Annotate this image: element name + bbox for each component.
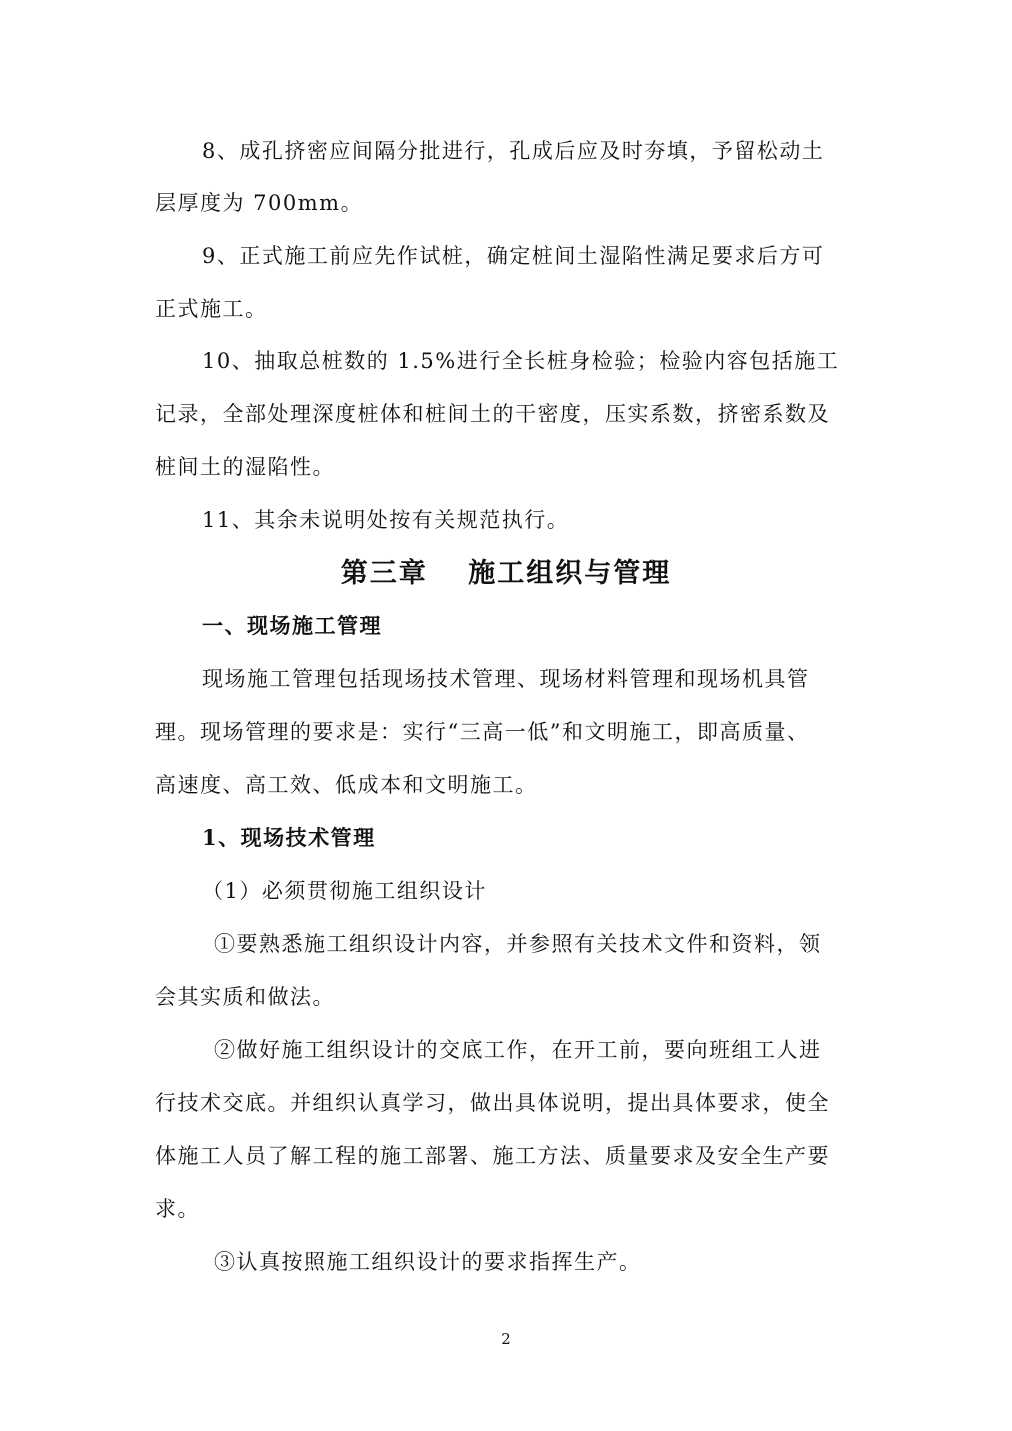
item-10-line-2: 记录，全部处理深度桩体和桩间土的干密度，压实系数，挤密系数及 — [155, 402, 830, 426]
section-intro-line-2: 理。现场管理的要求是：实行“三高一低”和文明施工，即高质量、 — [155, 720, 810, 744]
circle-item-2-line-3: 体施工人员了解工程的施工部署、施工方法、质量要求及安全生产要 — [155, 1144, 830, 1168]
section-intro-line-1: 现场施工管理包括现场技术管理、现场材料管理和现场机具管 — [202, 667, 810, 691]
circle-item-2-line-1: ②做好施工组织设计的交底工作，在开工前，要向班组工人进 — [214, 1038, 822, 1062]
chapter-title: 第三章 施工组织与管理 — [340, 558, 672, 589]
item-8-line-1: 8、成孔挤密应间隔分批进行，孔成后应及时夯填，予留松动土 — [202, 139, 825, 163]
circle-item-2-line-4: 求。 — [155, 1197, 200, 1221]
item-10-line-1: 10、抽取总桩数的 1.5%进行全长桩身检验；检验内容包括施工 — [202, 349, 840, 373]
circle-item-1-line-2: 会其实质和做法。 — [155, 985, 335, 1009]
item-8-line-2: 层厚度为 700mm。 — [155, 191, 364, 215]
item-1-title: （1）必须贯彻施工组织设计 — [202, 879, 487, 903]
item-10-line-3: 桩间土的湿陷性。 — [155, 455, 335, 479]
circle-item-2-line-2: 行技术交底。并组织认真学习，做出具体说明，提出具体要求，使全 — [155, 1091, 830, 1115]
item-9-line-1: 9、正式施工前应先作试桩，确定桩间土湿陷性满足要求后方可 — [202, 244, 825, 268]
item-9-line-2: 正式施工。 — [155, 297, 268, 321]
item-11-line-1: 11、其余未说明处按有关规范执行。 — [202, 508, 570, 532]
section-heading: 一、现场施工管理 — [202, 613, 382, 638]
circle-item-3-line-1: ③认真按照施工组织设计的要求指挥生产。 — [214, 1250, 642, 1274]
section-intro-line-3: 高速度、高工效、低成本和文明施工。 — [155, 773, 538, 797]
subsection-heading: 1、现场技术管理 — [202, 825, 376, 850]
page-number: 2 — [501, 1330, 511, 1348]
circle-item-1-line-1: ①要熟悉施工组织设计内容，并参照有关技术文件和资料，领 — [214, 932, 822, 956]
